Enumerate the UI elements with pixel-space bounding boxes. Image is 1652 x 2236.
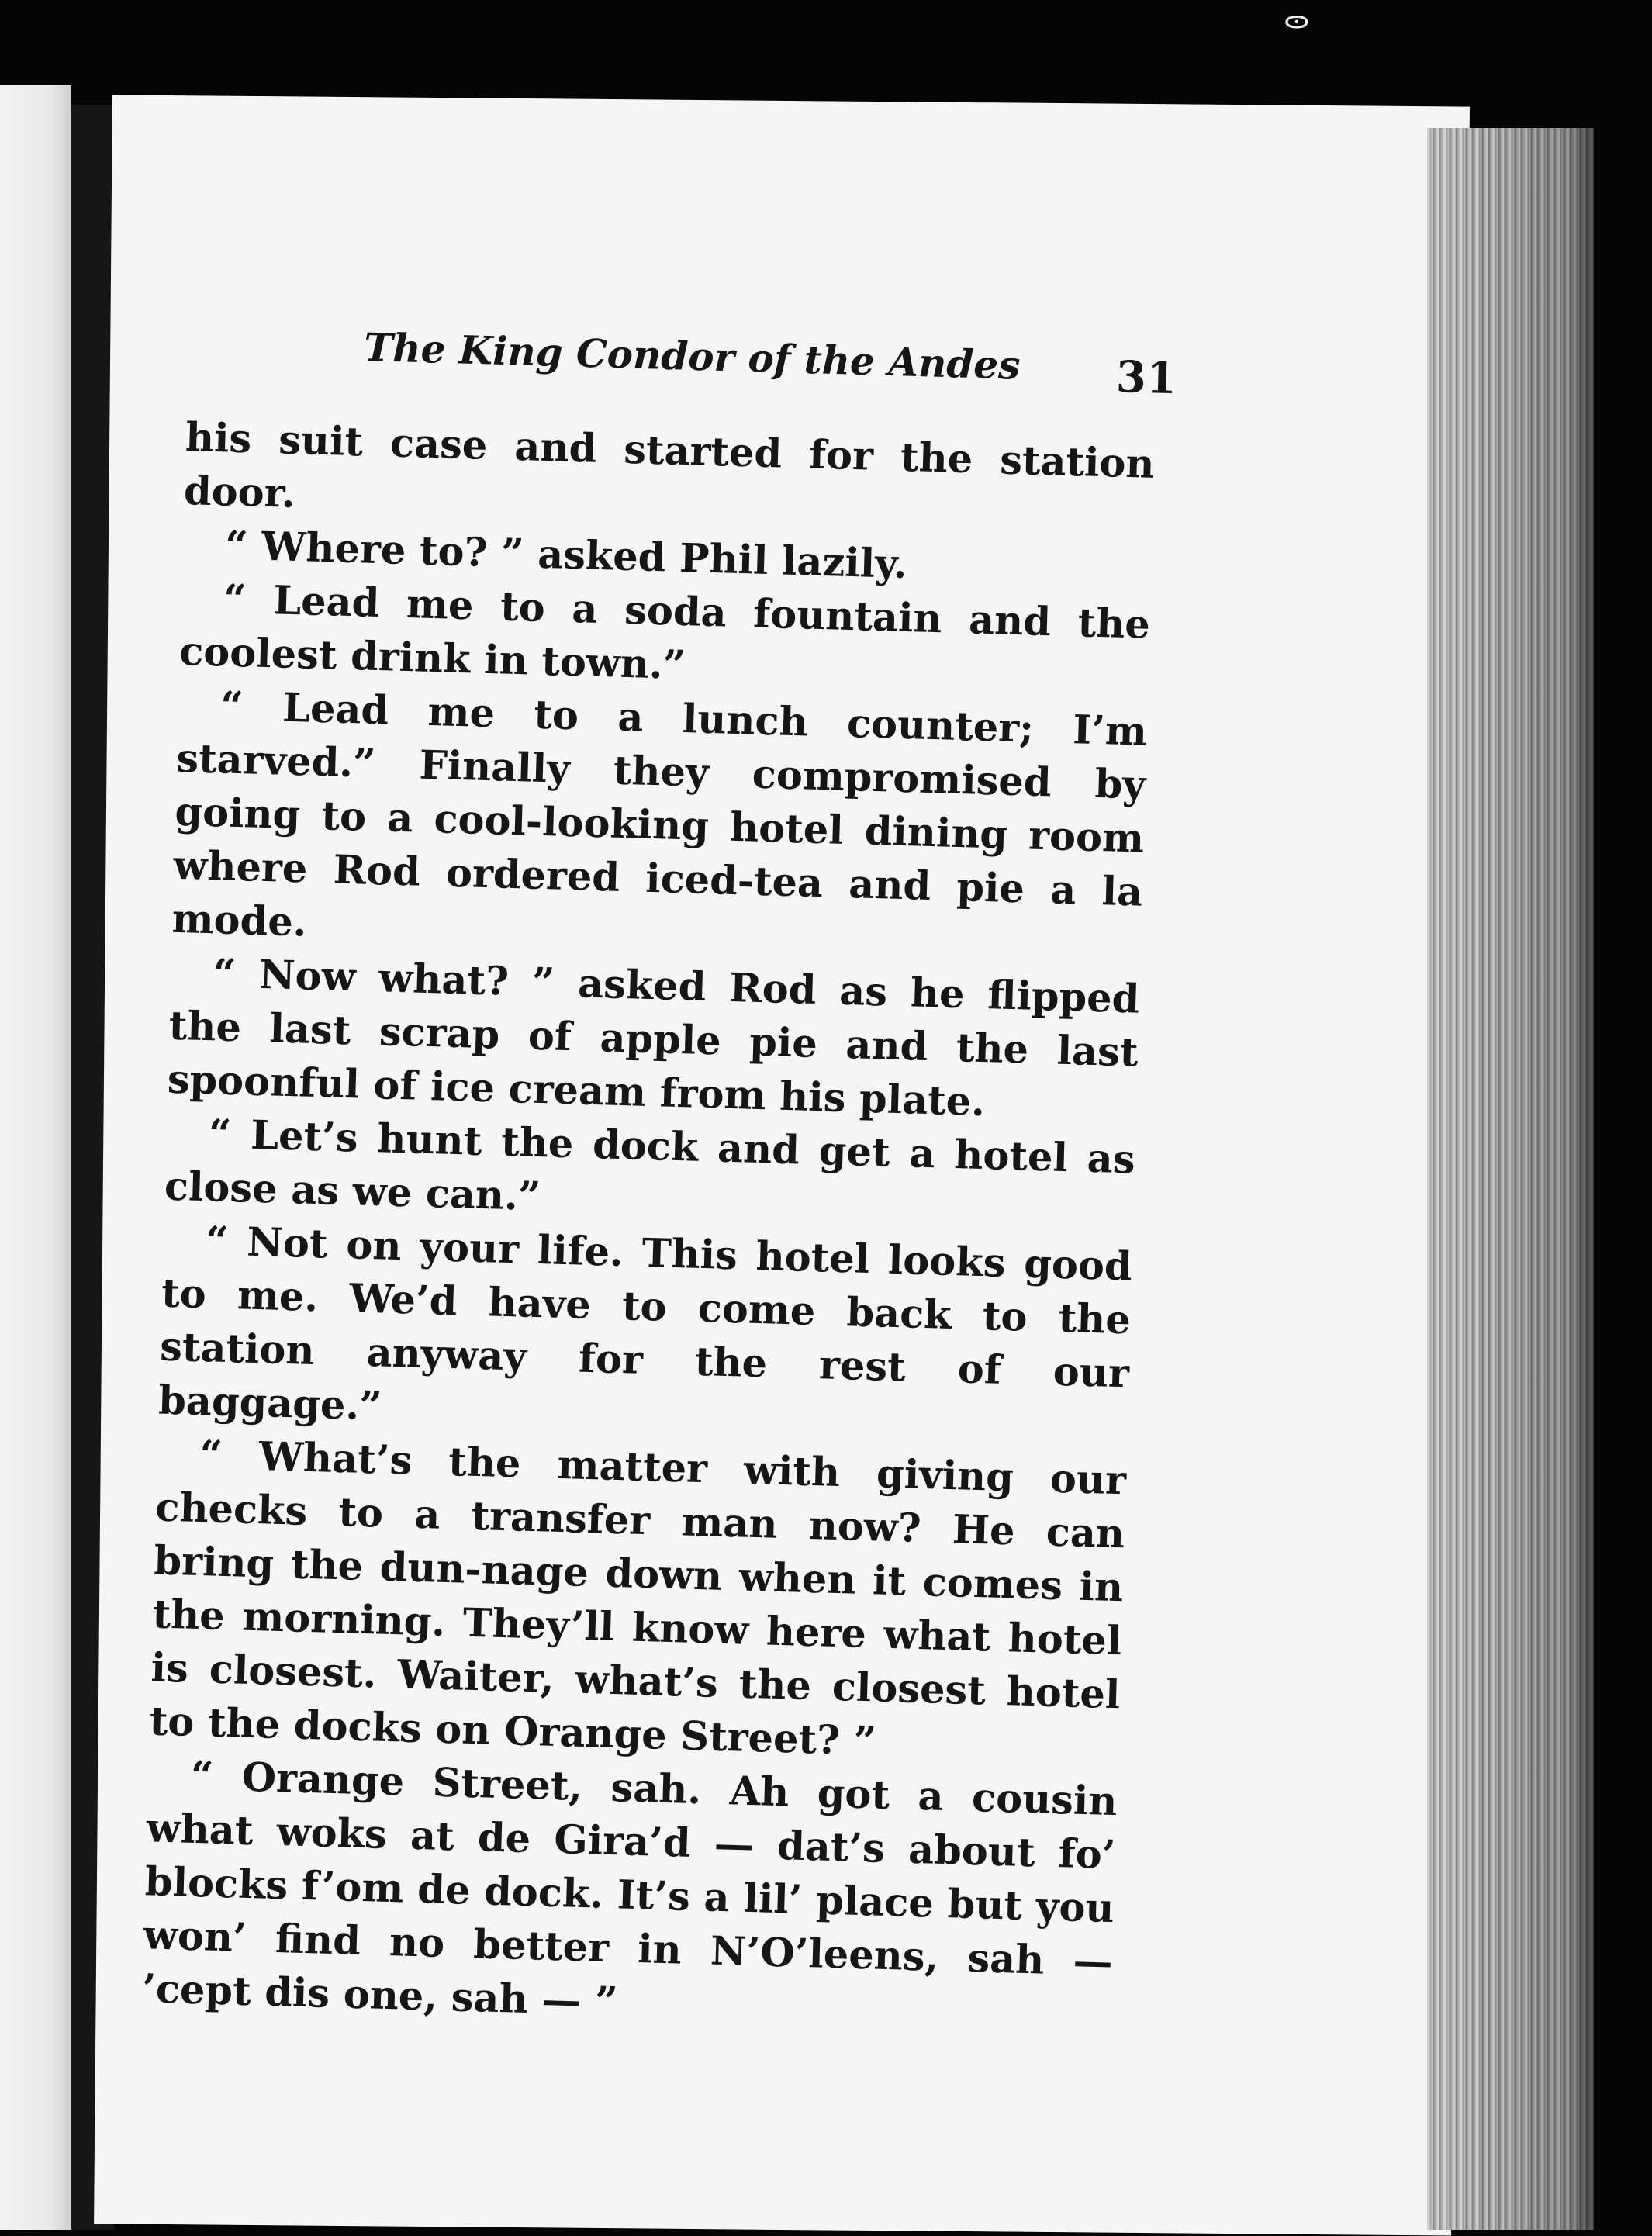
paragraph: “ Lead me to a soda fountain and the coolest drink in town.”	[178, 575, 1151, 689]
paragraph: “ What’s the matter with giving our checks to a transfer man now? He can bring the dun-nage down when it comes in the morning. They’ll know here what hotel is closest. Waiter, what’s the closest hotel to the docks on Orange Street? ”	[148, 1432, 1127, 1765]
paragraph: “ Where to? ” asked Phil lazily.	[224, 522, 908, 589]
paragraph: “ Orange Street, sah. Ah got a cousin what woks at de Gira’d — dat’s about fo’ blocks f’om de dock. It’s a lil’ place but you won’ find no better in N’O’leens, sah — ’cept dis one, sah — ”	[141, 1752, 1118, 2026]
fore-edge-shadow	[1427, 128, 1594, 2230]
paragraph: “ Not on your life. This hotel looks good to me. We’d have to come back to the station anyway for the rest of our baggage.”	[157, 1218, 1133, 1430]
body-text	[141, 411, 1155, 2043]
page-number: 31	[1115, 351, 1177, 405]
running-head: The King Condor of the Andes	[363, 324, 1021, 389]
paragraph: “ Lead me to a lunch counter; I’m starved.” Finally they compromised by going to a cool-looking hotel dining room where Rod ordered iced-tea and pie a la mode.	[171, 683, 1148, 946]
scanner-mark: ᯣ	[1284, 4, 1310, 35]
paragraph: “ Now what? ” asked Rod as he flipped the last scrap of apple pie and the last spoonful of ice cream from his plate.	[167, 950, 1141, 1126]
facing-page-edge	[0, 85, 71, 2230]
paragraph: his suit case and started for the station door.	[183, 413, 1156, 517]
paragraph: “ Let’s hunt the dock and get a hotel as close as we can.”	[164, 1111, 1136, 1221]
